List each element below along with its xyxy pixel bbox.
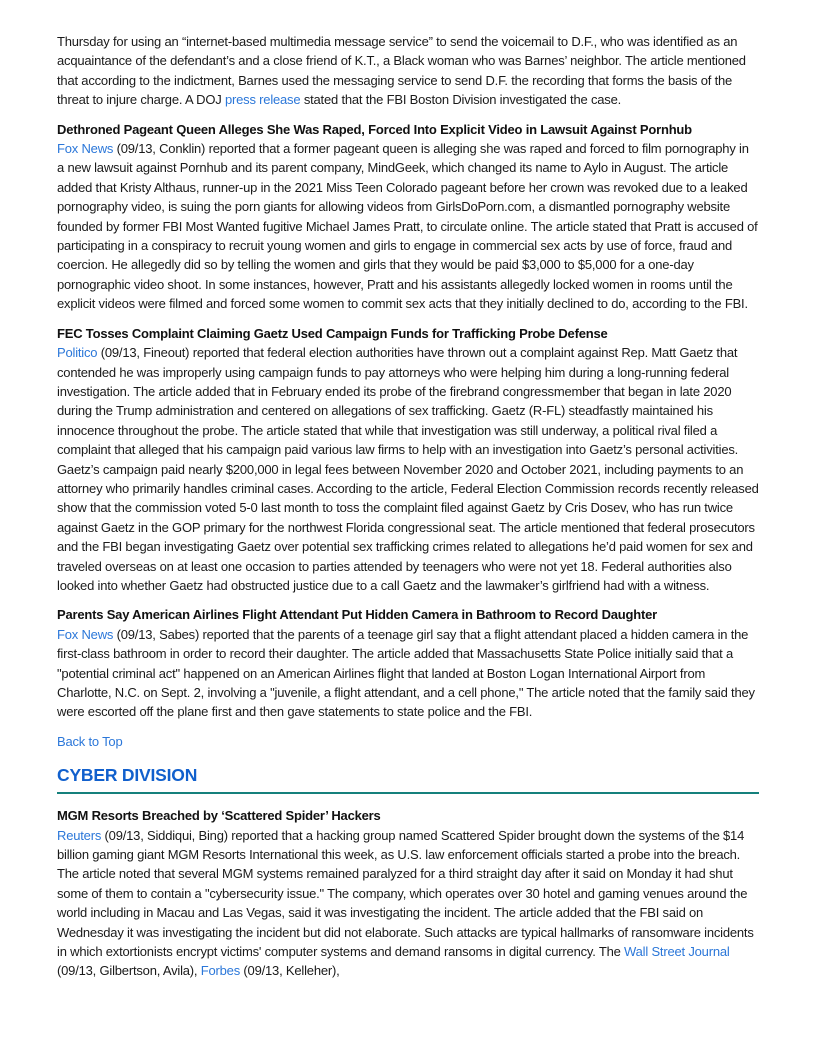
- text-run: Thursday for using an “internet-based multimedia message service” to send the voicemail to D.F., who was identified as an acquaintance of the defendant’s and a close friend of K.T., a Black woman who was Barnes’ neighbor. The article mentioned that according to the indictment, Barnes used the messaging service to send D.F. the recording that forms the basis of the threat to injure charge. A DOJ: [57, 34, 746, 108]
- inline-link[interactable]: press release: [224, 92, 301, 108]
- section-heading-cyber-division: CYBER DIVISION: [57, 765, 759, 794]
- story-paragraph: [57, 343, 759, 595]
- text-run: (09/13, Sabes) reported that the parents of a teenage girl say that a flight attendant placed a hidden camera in the first-class bathroom in order to record their daughter. The article added that Massachusetts State Police initially said that a "potential criminal act" happened on an American Airlines flight that landed at Boston Logan International Airport from Charlotte, N.C. on Sept. 2, involving a "juvenile, a flight attendant, and a cell phone," The article noted that the family said they were escorted off the plane first and then gave statements to state police and the FBI.: [57, 626, 755, 720]
- story-paragraph: [57, 139, 759, 314]
- text-run: (09/13, Siddiqui, Bing) reported that a hacking group named Scattered Spider brought down the systems of the $14 billion gaming giant MGM Resorts International this week, as U.S. law enforcement officials started a probe into the breach. The article noted that several MGM systems remained paralyzed for a third straight day after it said on Monday it had shut some of them to contain a "cybersecurity issue." The company, which operates over 30 hotel and gaming venues around the world including in Macau and Las Vegas, said it was investigating the incident. The article added that the FBI said on Wednesday it was investigating the incident but did not elaborate. Such attacks are typical hallmarks of ransomware incidents in which extortionists encrypt victims' computer systems and demand ransoms in digital currency. The: [57, 827, 754, 960]
- text-run: stated that the FBI Boston Division investigated the case.: [300, 92, 622, 108]
- story-fec-gaetz-complaint: [57, 324, 759, 596]
- story-headline: Parents Say American Airlines Flight Attendant Put Hidden Camera in Bathroom to Record Daughter: [57, 607, 658, 623]
- inline-link[interactable]: Fox News: [57, 626, 114, 642]
- text-run: (09/13, Fineout) reported that federal election authorities have thrown out a complaint against Rep. Matt Gaetz that contended he was improperly using campaign funds to pay attorneys who were helping him during a long-running federal investigation. The article added that in February ended its probe of the firebrand congressmember that began in late 2020 during the Trump administration and centered on allegations of sex trafficking. Gaetz (R-FL) steadfastly maintained his innocence throughout the probe. The article stated that while that investigation was still underway, a political rival filed a complaint that alleged that his campaign paid various law firms to help with an investigation into Gaetz’s personal activities. Gaetz’s campaign paid nearly $200,000 in legal fees between November 2020 and October 2021, including payments to an attorney who primarily handles criminal cases. According to the article, Federal Election Commission records recently released show that the commission voted 5-0 last month to toss the complaint filed against Gaetz by Cris Dosev, who has run twice against Gaetz in the GOP primary for the northwest Florida congressional seat. The article mentioned that federal prosecutors and the FBI began investigating Gaetz over potential sex trafficking crimes related to allegations he’d paid women for sex and traveled overseas on at least one occasion to parties attended by teenagers who were not yet 18. Federal authorities also looked into whether Gaetz had obstructed justice due to a call Gaetz and the lawmaker’s girlfriend had with a witness.: [57, 345, 759, 593]
- story-headline: Dethroned Pageant Queen Alleges She Was Raped, Forced Into Explicit Video in Lawsuit Against Pornhub: [57, 121, 692, 137]
- text-run: (09/13, Kelleher),: [240, 963, 340, 979]
- story-pageant-queen-lawsuit: [57, 120, 759, 314]
- story-mgm-resorts-breach: [57, 806, 759, 981]
- inline-link[interactable]: Fox News: [57, 141, 114, 157]
- story-flight-attendant-hidden-camera: [57, 605, 759, 721]
- inline-link[interactable]: Politico: [57, 345, 98, 361]
- text-run: (09/13, Gilbertson, Avila),: [57, 963, 201, 979]
- text-run: (09/13, Conklin) reported that a former pageant queen is alleging she was raped and forced to film pornography in a new lawsuit against Pornhub and its parent company, MindGeek, which changed its name to Aylo in August. The article added that Kristy Althaus, runner-up in the 2021 Miss Teen Colorado pageant before her crown was revoked due to a leaked pornography video, is suing the porn giants for allowing videos from GirlsDoPorn.com, a dismantled pornography website founded by former FBI Most Wanted fugitive Michael James Pratt, to circulate online. The article stated that Pratt is accused of participating in a conspiracy to recruit young women and girls to engage in commercial sex acts by use of force, fraud and coercion. He allegedly did so by telling the women and girls that they would be paid $3,000 to $5,000 for a one-day pornographic video shoot. In some instances, however, Pratt and his assistants allegedly locked women in rooms until the explicit videos were filmed and forced some women to commit sex acts that they initially declined to do, according to the FBI.: [57, 141, 758, 312]
- inline-link[interactable]: Forbes: [200, 963, 241, 979]
- back-to-top-link[interactable]: Back to Top: [57, 733, 123, 749]
- story-paragraph: [57, 625, 759, 722]
- story-headline: MGM Resorts Breached by ‘Scattered Spider’ Hackers: [57, 808, 381, 824]
- intro-paragraph: [57, 32, 759, 110]
- story-headline: FEC Tosses Complaint Claiming Gaetz Used Campaign Funds for Trafficking Probe Defense: [57, 325, 608, 341]
- inline-link[interactable]: Wall Street Journal: [624, 944, 730, 960]
- back-to-top-row: [57, 732, 759, 751]
- story-paragraph: [57, 826, 759, 981]
- inline-link[interactable]: Reuters: [57, 827, 102, 843]
